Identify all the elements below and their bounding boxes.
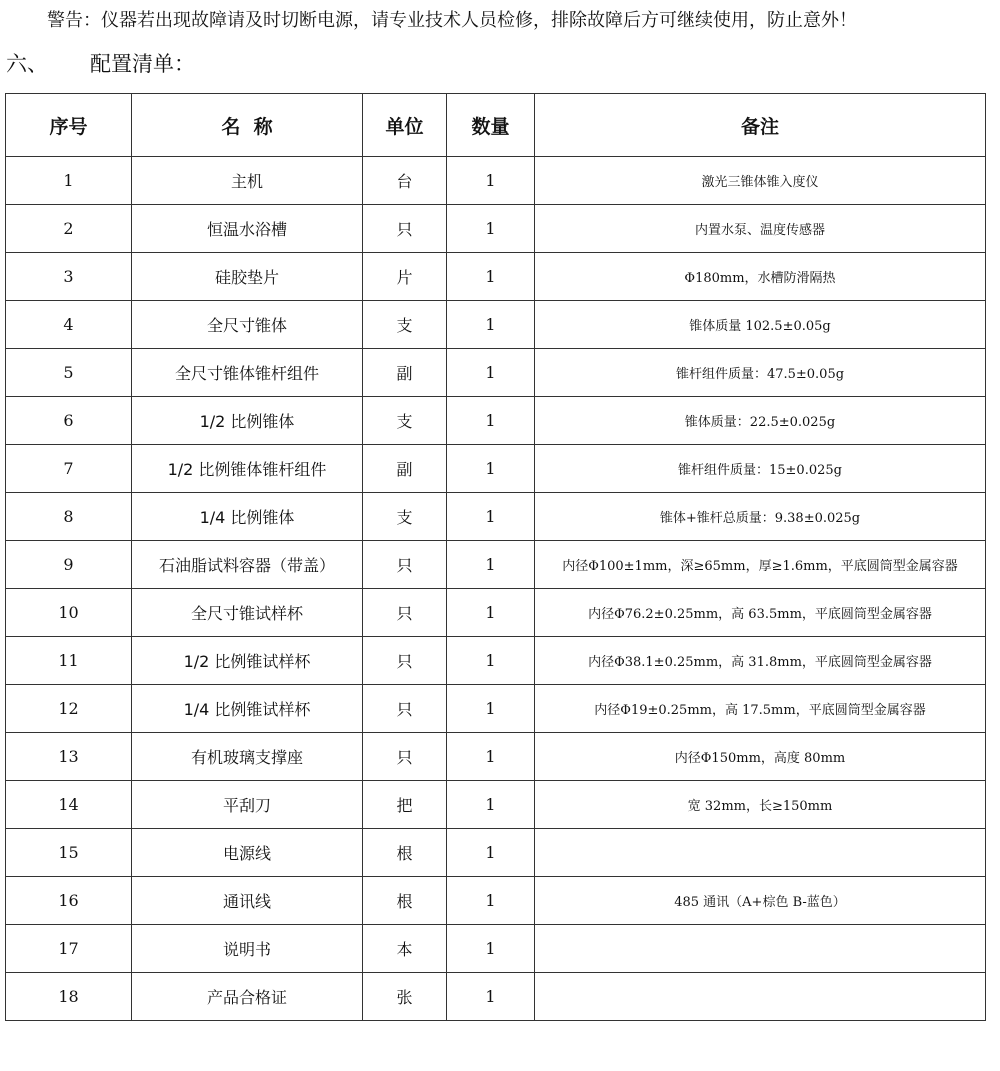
- cell-qty: 1: [447, 445, 535, 493]
- cell-unit: 根: [363, 829, 447, 877]
- section-heading: [6, 48, 195, 78]
- section-number: 六、: [6, 52, 48, 76]
- table-row: [6, 829, 986, 877]
- table-row: [6, 397, 986, 445]
- cell-unit: 根: [363, 877, 447, 925]
- cell-no: 6: [6, 397, 132, 445]
- cell-remark: [535, 925, 986, 973]
- cell-no: 18: [6, 973, 132, 1021]
- cell-no: 7: [6, 445, 132, 493]
- cell-unit: 支: [363, 301, 447, 349]
- cell-no: 14: [6, 781, 132, 829]
- table-row: [6, 157, 986, 205]
- cell-name: 通讯线: [132, 877, 363, 925]
- cell-unit: 台: [363, 157, 447, 205]
- cell-qty: 1: [447, 925, 535, 973]
- cell-no: 12: [6, 685, 132, 733]
- cell-qty: 1: [447, 733, 535, 781]
- cell-remark: Φ180mm，水槽防滑隔热: [535, 253, 986, 301]
- cell-remark: 485 通讯（A+棕色 B-蓝色）: [535, 877, 986, 925]
- cell-name: 1/4 比例锥试样杯: [132, 685, 363, 733]
- cell-remark: 激光三锥体锥入度仪: [535, 157, 986, 205]
- table-row: [6, 253, 986, 301]
- cell-unit: 把: [363, 781, 447, 829]
- cell-no: 9: [6, 541, 132, 589]
- cell-unit: 只: [363, 733, 447, 781]
- cell-qty: 1: [447, 301, 535, 349]
- configuration-table: [5, 93, 986, 1021]
- cell-name: 1/2 比例锥体: [132, 397, 363, 445]
- cell-unit: 张: [363, 973, 447, 1021]
- cell-unit: 只: [363, 589, 447, 637]
- cell-remark: 内径Φ100±1mm，深≥65mm，厚≥1.6mm，平底圆筒型金属容器: [535, 541, 986, 589]
- cell-unit: 只: [363, 541, 447, 589]
- header-remark: 备注: [535, 94, 986, 157]
- cell-remark: 内置水泵、温度传感器: [535, 205, 986, 253]
- table-row: [6, 445, 986, 493]
- cell-remark: 内径Φ19±0.25mm，高 17.5mm，平底圆筒型金属容器: [535, 685, 986, 733]
- cell-no: 11: [6, 637, 132, 685]
- cell-unit: 只: [363, 685, 447, 733]
- cell-no: 17: [6, 925, 132, 973]
- cell-remark: 锥体质量 102.5±0.05g: [535, 301, 986, 349]
- cell-qty: 1: [447, 349, 535, 397]
- header-unit: 单位: [363, 94, 447, 157]
- cell-remark: [535, 973, 986, 1021]
- cell-unit: 副: [363, 445, 447, 493]
- section-title: 配置清单：: [90, 52, 195, 76]
- cell-remark: 锥体+锥杆总质量：9.38±0.025g: [535, 493, 986, 541]
- cell-no: 10: [6, 589, 132, 637]
- cell-no: 8: [6, 493, 132, 541]
- cell-name: 全尺寸锥体: [132, 301, 363, 349]
- table-row: [6, 301, 986, 349]
- header-name: 名 称: [132, 94, 363, 157]
- cell-no: 4: [6, 301, 132, 349]
- cell-name: 1/2 比例锥体锥杆组件: [132, 445, 363, 493]
- cell-name: 主机: [132, 157, 363, 205]
- cell-name: 说明书: [132, 925, 363, 973]
- cell-qty: 1: [447, 205, 535, 253]
- cell-qty: 1: [447, 493, 535, 541]
- cell-no: 5: [6, 349, 132, 397]
- table-row: [6, 685, 986, 733]
- header-qty: 数量: [447, 94, 535, 157]
- table-row: [6, 877, 986, 925]
- table-row: [6, 733, 986, 781]
- cell-remark: 锥杆组件质量：15±0.025g: [535, 445, 986, 493]
- cell-remark: 锥杆组件质量：47.5±0.05g: [535, 349, 986, 397]
- cell-no: 16: [6, 877, 132, 925]
- cell-no: 13: [6, 733, 132, 781]
- cell-no: 3: [6, 253, 132, 301]
- cell-unit: 副: [363, 349, 447, 397]
- cell-no: 15: [6, 829, 132, 877]
- cell-name: 有机玻璃支撑座: [132, 733, 363, 781]
- cell-unit: 支: [363, 493, 447, 541]
- cell-remark: 内径Φ38.1±0.25mm，高 31.8mm，平底圆筒型金属容器: [535, 637, 986, 685]
- cell-unit: 本: [363, 925, 447, 973]
- cell-name: 硅胶垫片: [132, 253, 363, 301]
- cell-remark: 宽 32mm，长≥150mm: [535, 781, 986, 829]
- cell-name: 全尺寸锥试样杯: [132, 589, 363, 637]
- table-row: [6, 637, 986, 685]
- cell-unit: 支: [363, 397, 447, 445]
- cell-unit: 只: [363, 637, 447, 685]
- cell-remark: [535, 829, 986, 877]
- cell-qty: 1: [447, 589, 535, 637]
- warning-text: 警告：仪器若出现故障请及时切断电源，请专业技术人员检修，排除故障后方可继续使用，防止意外！: [47, 10, 857, 31]
- cell-name: 石油脂试料容器（带盖）: [132, 541, 363, 589]
- table-row: [6, 205, 986, 253]
- cell-name: 1/2 比例锥试样杯: [132, 637, 363, 685]
- cell-remark: 内径Φ150mm，高度 80mm: [535, 733, 986, 781]
- cell-no: 1: [6, 157, 132, 205]
- cell-no: 2: [6, 205, 132, 253]
- header-no: 序号: [6, 94, 132, 157]
- cell-qty: 1: [447, 157, 535, 205]
- cell-qty: 1: [447, 973, 535, 1021]
- cell-name: 全尺寸锥体锥杆组件: [132, 349, 363, 397]
- table-header-row: [6, 94, 986, 157]
- cell-remark: 内径Φ76.2±0.25mm，高 63.5mm，平底圆筒型金属容器: [535, 589, 986, 637]
- cell-qty: 1: [447, 781, 535, 829]
- cell-name: 电源线: [132, 829, 363, 877]
- cell-qty: 1: [447, 637, 535, 685]
- cell-qty: 1: [447, 877, 535, 925]
- cell-unit: 片: [363, 253, 447, 301]
- cell-qty: 1: [447, 397, 535, 445]
- cell-qty: 1: [447, 253, 535, 301]
- table-row: [6, 925, 986, 973]
- cell-qty: 1: [447, 829, 535, 877]
- cell-name: 平刮刀: [132, 781, 363, 829]
- table-row: [6, 781, 986, 829]
- table-row: [6, 493, 986, 541]
- table-row: [6, 589, 986, 637]
- cell-remark: 锥体质量：22.5±0.025g: [535, 397, 986, 445]
- table-row: [6, 973, 986, 1021]
- cell-qty: 1: [447, 685, 535, 733]
- cell-qty: 1: [447, 541, 535, 589]
- table-row: [6, 541, 986, 589]
- cell-name: 产品合格证: [132, 973, 363, 1021]
- cell-name: 1/4 比例锥体: [132, 493, 363, 541]
- table-row: [6, 349, 986, 397]
- cell-name: 恒温水浴槽: [132, 205, 363, 253]
- cell-unit: 只: [363, 205, 447, 253]
